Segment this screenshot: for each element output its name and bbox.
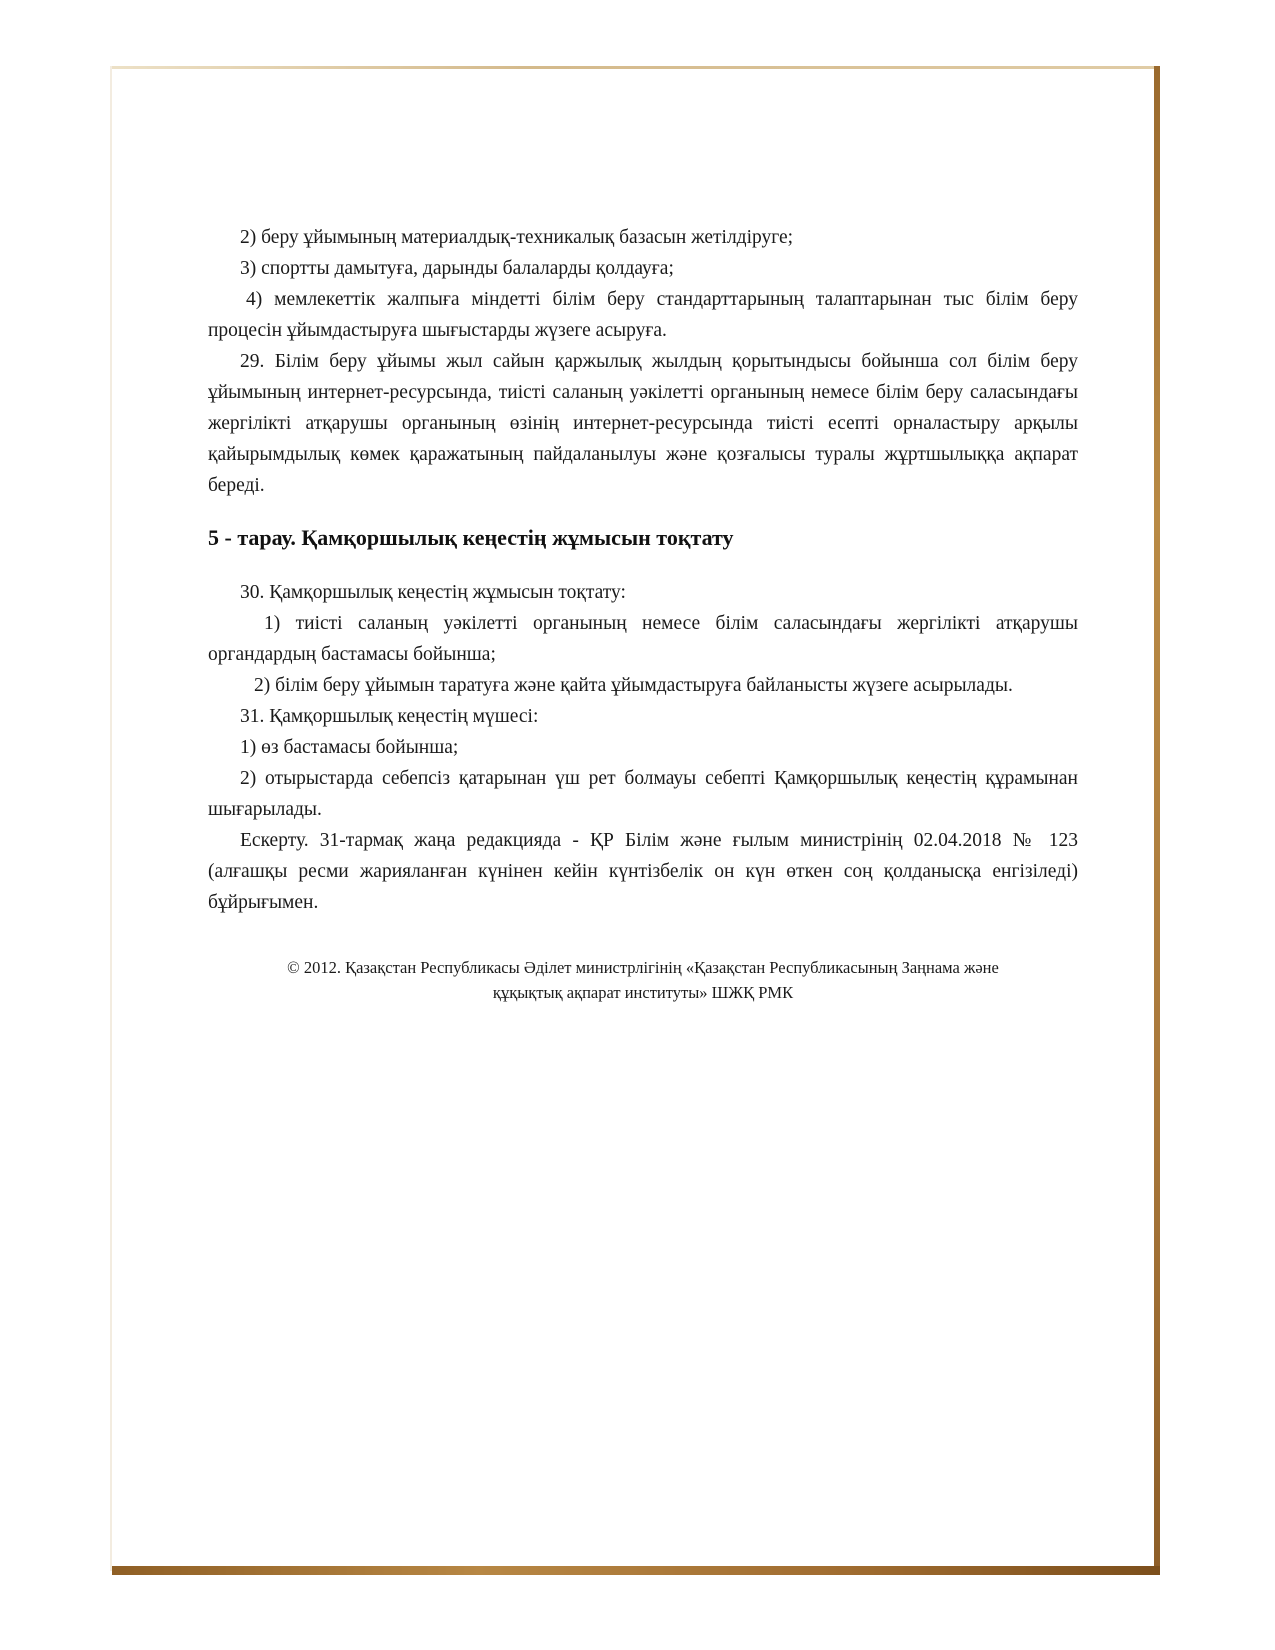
paper-right-edge [1154,66,1160,1571]
paragraph-31: 31. Қамқоршылық кеңестің мүшесі: [240,706,539,727]
paper-top-edge [112,66,1157,69]
document-body [208,222,1078,918]
paragraph-30: 30. Қамқоршылық кеңестің жұмысын тоқтату: [240,582,626,603]
copyright-footer [208,955,1078,1005]
amendment-note: Ескерту. 31-тармақ жаңа редакцияда - ҚР Білім және ғылым министрінің 02.04.2018 № 123 (алғашқы ресми жарияланған күнінен кейін күнтізбелік он күн өткен соң қолданысқа енгізіледі) бұйрығымен. [208,830,1078,913]
paragraph-30-item-1: 1) тиісті саланың уәкілетті органының немесе білім саласындағы жергілікті атқарушы органдардың бастамасы бойынша; [208,613,1078,665]
footer-line-1: © 2012. Қазақстан Республикасы Әділет министрлігінің «Қазақстан Республикасының Заңнама және [287,958,999,977]
paragraph-item-4: 4) мемлекеттік жалпыға міндетті білім беру стандарттарының талаптарынан тыс білім беру процесін ұйымдастыруға шығыстарды жүзеге асыруға. [208,289,1078,341]
footer-line-2: құқықтық ақпарат институты» ШЖҚ РМК [492,983,794,1002]
paragraph-31-item-1: 1) өз бастамасы бойынша; [240,737,459,758]
paragraph-item-2: 2) беру ұйымының материалдық-техникалық базасын жетілдіруге; [240,227,794,248]
chapter-heading: 5 - тарау. Қамқоршылық кеңестің жұмысын тоқтату [208,525,734,550]
paragraph-30-item-2: 2) білім беру ұйымын таратуға және қайта ұйымдастыруға байланысты жүзеге асырылады. [254,675,1013,696]
paper-left-edge [110,66,112,1571]
paragraph-item-3: 3) спортты дамытуға, дарынды балаларды қолдауға; [240,258,674,279]
paper-bottom-edge [112,1566,1160,1575]
paragraph-29: 29. Білім беру ұйымы жыл сайын қаржылық жылдың қорытындысы бойынша сол білім беру ұйымының интернет-ресурсында, тиісті саланың уәкілетті органының немесе білім беру саласындағы жергілікті атқарушы органының өзінің интернет-ресурсында тиісті есепті орналастыру арқылы қайырымдылық көмек қаражатының пайдаланылуы және қозғалысы туралы жұртшылыққа ақпарат береді. [208,351,1078,496]
paragraph-31-item-2: 2) отырыстарда себепсіз қатарынан үш рет болмауы себепті Қамқоршылық кеңестің құрамынан шығарылады. [208,768,1078,820]
